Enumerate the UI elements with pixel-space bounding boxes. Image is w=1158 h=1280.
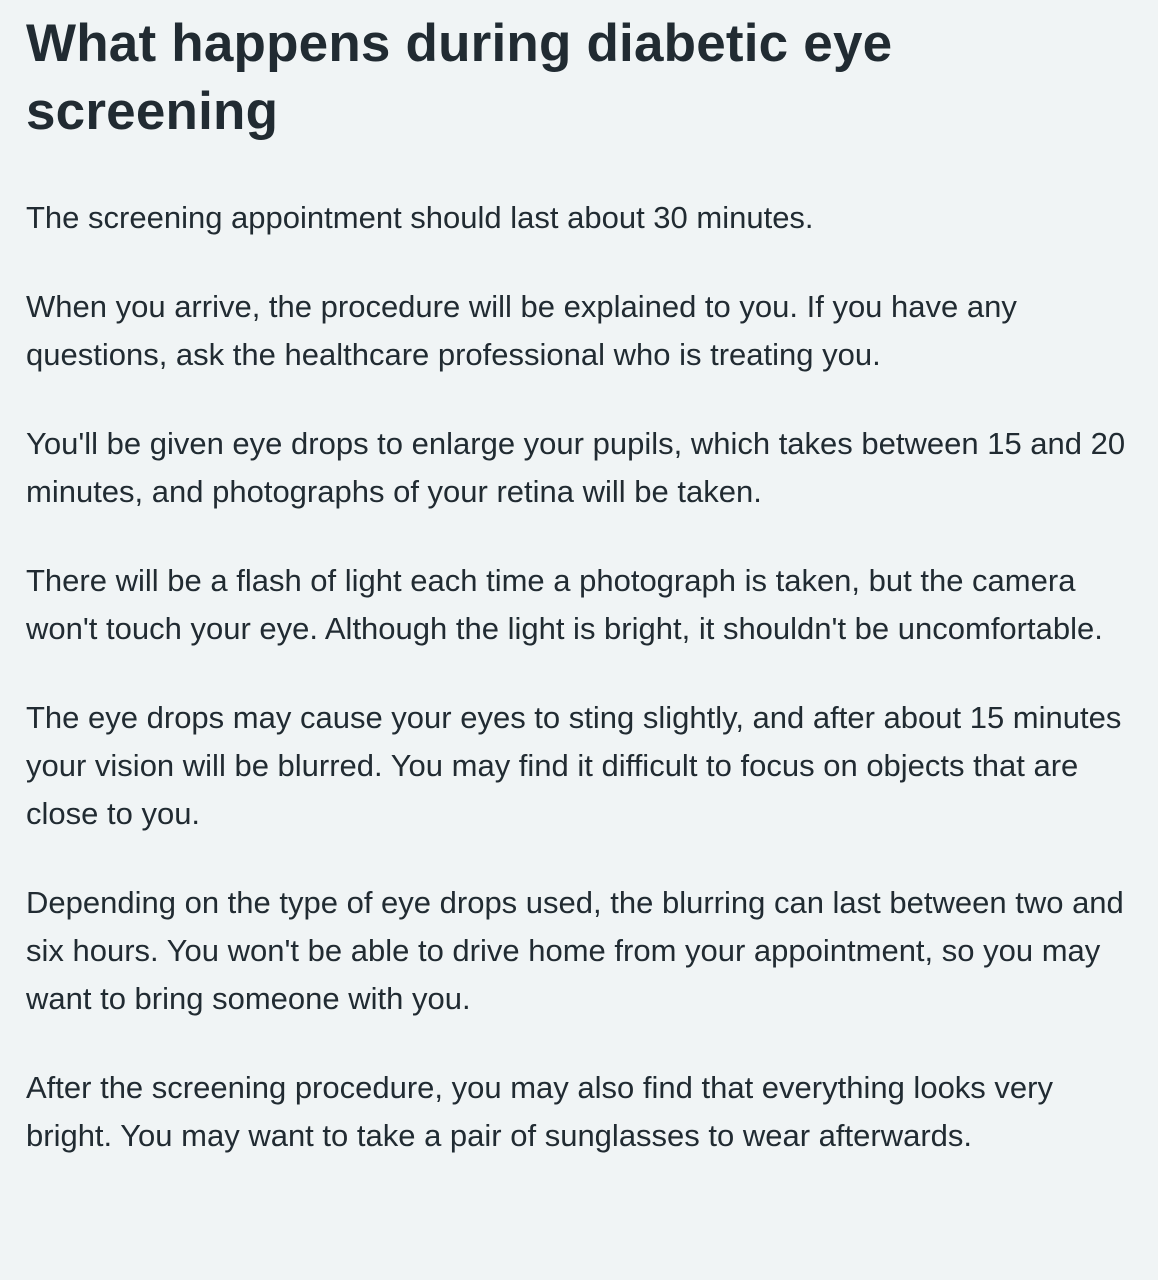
paragraph-blurred-vision: The eye drops may cause your eyes to sting slightly, and after about 15 minutes your vision will be blurred. You may find it difficult to focus on objects that are close to you. — [26, 700, 1122, 831]
section-heading: What happens during diabetic eye screening — [26, 14, 893, 141]
paragraph-driving: Depending on the type of eye drops used, the blurring can last between two and six hours. You won't be able to drive home from your appointment, so you may want to bring someone with you. — [26, 885, 1124, 1016]
paragraph-appointment-length: The screening appointment should last about 30 minutes. — [26, 200, 814, 235]
paragraph-arrival: When you arrive, the procedure will be explained to you. If you have any questions, ask the healthcare professional who is treating you. — [26, 289, 1017, 372]
paragraph-sunglasses: After the screening procedure, you may also find that everything looks very bright. You may want to take a pair of sunglasses to wear afterwards. — [26, 1070, 1053, 1153]
paragraph-eye-drops: You'll be given eye drops to enlarge your pupils, which takes between 15 and 20 minutes, and photographs of your retina will be taken. — [26, 426, 1126, 509]
paragraph-camera-flash: There will be a flash of light each time a photograph is taken, but the camera won't touch your eye. Although the light is bright, it shouldn't be uncomfortable. — [26, 563, 1103, 646]
